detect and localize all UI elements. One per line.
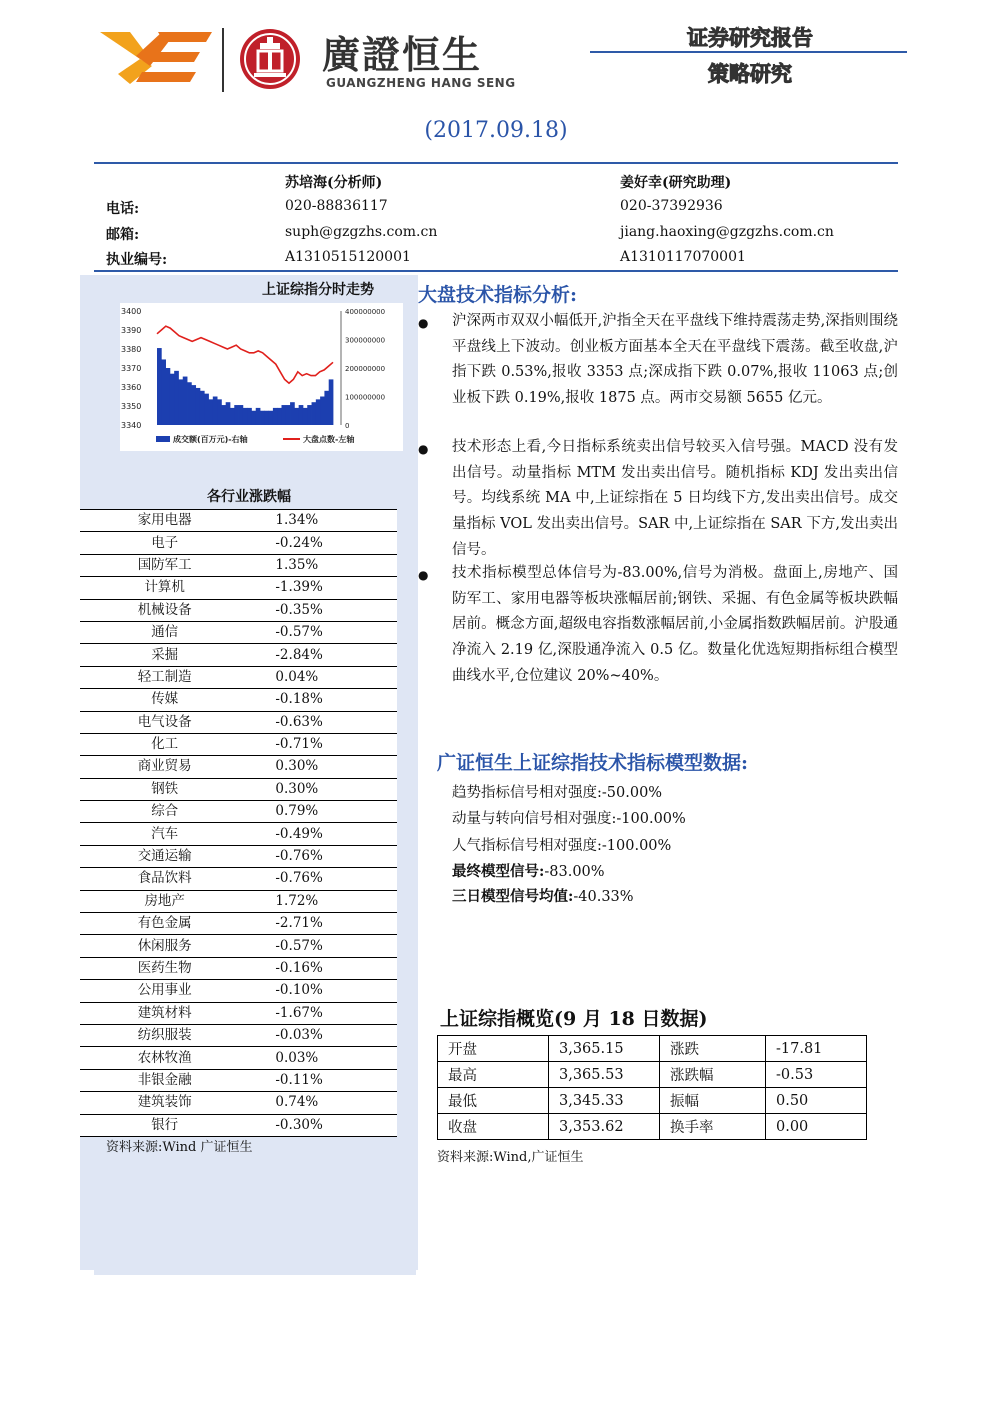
model-label: 趋势指标信号相对强度: [452,785,602,801]
table-cell: 3,353.62 [549,1114,660,1140]
table-row [438,1062,867,1088]
industry-name: 医药生物 [80,957,249,979]
left-axis-tick-label: 3340 [121,421,142,430]
overview-title: 上证综指概览(9 月 18 日数据) [440,1008,708,1030]
industry-name: 建筑材料 [80,1002,249,1024]
table-row [80,733,397,755]
phone-label: 电话: [106,201,140,217]
industry-change: -0.57% [249,621,397,643]
model-item-final [452,860,605,881]
volume-bar [269,411,274,425]
industry-change: 1.34% [249,510,397,532]
overview-source: 资料来源:Wind,广证恒生 [437,1150,584,1165]
analyst1-name: 苏培海(分析师) [285,175,383,191]
left-axis-tick-label: 3360 [121,383,142,392]
table-cell: 开盘 [438,1036,549,1062]
volume-bar [290,402,295,425]
right-axis-tick-label: 200000000 [345,365,386,373]
bullet-icon: ● [418,568,429,582]
brand-name-cn: 廣證恒生 [322,33,483,77]
industry-change: 0.04% [249,666,397,688]
analysis-paragraph-3: 技术指标模型总体信号为-83.00%,信号为消极。盘面上,房地产、国防军工、家用电器等板块涨幅居前;钢铁、采掘、有色金属等板块跌幅居前。概念方面,超级电容指数涨幅居前,小金属指数跌幅居前。沪股通净流入 2.19 亿,深股通净流入 0.5 亿。数量化优选短期指标组合模型曲线水平,仓位建议 20%~40%。 [452,565,898,684]
industry-change: -0.18% [249,689,397,711]
table-row [80,913,397,935]
volume-bar [273,408,278,425]
left-axis-tick-label: 3350 [121,402,142,411]
analyst2-email[interactable]: jiang.haoxing@gzgzhs.com.cn [620,224,834,240]
table-cell: 最低 [438,1088,549,1114]
industry-change: -0.30% [249,1114,397,1136]
volume-bar [243,408,248,425]
table-row [80,621,397,643]
volume-bar [320,397,325,426]
volume-bar [174,371,179,425]
bullet-icon: ● [418,316,429,330]
volume-bar [260,411,265,425]
brand-name-en: GUANGZHENG HANG SENG [326,76,516,90]
overview-table [437,1035,867,1140]
industry-change: -0.16% [249,957,397,979]
table-cell: 换手率 [660,1114,766,1140]
industry-change: -0.71% [249,733,397,755]
table-row [80,778,397,800]
table-row [80,689,397,711]
analyst1-license: A1310515120001 [285,249,411,265]
volume-bar [281,405,286,425]
industry-name: 化工 [80,733,249,755]
table-cell: 振幅 [660,1088,766,1114]
industry-name: 国防军工 [80,554,249,576]
industry-change: -0.24% [249,532,397,554]
report-category: 策略研究 [708,62,792,86]
industry-name: 有色金属 [80,913,249,935]
analysis-paragraph-2: 技术形态上看,今日指标系统卖出信号较买入信号强。MACD 没有发出信号。动量指标 MTM 发出卖出信号。随机指标 KDJ 发出卖出信号。均线系统 MA 中,上证综指在 5 日均线下方,发出卖出信号。成交量指标 VOL 发出卖出信号。SAR 中,上证综指在 SAR 下方,发出卖出信号。 [452,439,898,558]
volume-bar [264,411,269,425]
intraday-chart-title: 上证综指分时走势 [262,282,374,298]
volume-bar [178,379,183,425]
report-date: (2017.09.18) [424,118,568,143]
analyst1-phone: 020-88836117 [285,198,388,214]
industry-change: 0.30% [249,756,397,778]
model-item-momentum [452,807,686,828]
analyst1-email[interactable]: suph@gzgzhs.com.cn [285,224,438,240]
table-cell: 涨跌 [660,1036,766,1062]
table-row [80,1114,397,1136]
industry-name: 公用事业 [80,980,249,1002]
table-row [80,1092,397,1114]
industry-change: -2.71% [249,913,397,935]
top-rule [94,162,898,164]
industry-name: 农林牧渔 [80,1047,249,1069]
volume-bar [303,408,308,425]
table-row [80,868,397,890]
table-row [438,1036,867,1062]
volume-bar [307,405,312,425]
table-cell: 最高 [438,1062,549,1088]
industry-change: -0.10% [249,980,397,1002]
industry-change: 0.74% [249,1092,397,1114]
volume-bar [221,405,226,425]
industry-change: 1.35% [249,554,397,576]
hang-seng-seal-icon [238,27,302,91]
legend-index-label: 大盘点数-左轴 [303,435,355,444]
volume-bar [324,391,329,425]
industry-change: -2.84% [249,644,397,666]
model-label: 最终模型信号: [452,863,545,880]
table-row [80,823,397,845]
right-axis-tick-label: 0 [345,422,350,430]
ye-logo-icon [100,26,215,96]
table-row [80,577,397,599]
report-type: 证券研究报告 [687,26,813,50]
table-cell: -17.81 [766,1036,867,1062]
left-sidebar-panel-tail [94,1265,416,1275]
bullet-icon: ● [418,442,429,456]
table-row [80,756,397,778]
industry-name: 纺织服装 [80,1024,249,1046]
table-cell: 3,365.53 [549,1062,660,1088]
logo-separator [222,28,224,92]
table-cell: 0.00 [766,1114,867,1140]
model-value: -100.00% [601,838,672,854]
industry-name: 房地产 [80,890,249,912]
model-value: -83.00% [544,864,605,880]
industry-table [80,509,397,1137]
volume-bar [183,377,188,425]
intraday-chart [120,303,403,451]
table-row [438,1088,867,1114]
volume-bar [234,405,239,425]
email-label: 邮箱: [106,227,140,243]
industry-change: 0.30% [249,778,397,800]
industry-name: 综合 [80,801,249,823]
model-title: 广证恒生上证综指技术指标模型数据: [437,752,749,774]
license-label: 执业编号: [106,252,168,268]
industry-change: -0.63% [249,711,397,733]
model-value: -50.00% [601,785,663,801]
right-axis-tick-label: 400000000 [345,308,386,316]
industry-change: 0.03% [249,1047,397,1069]
industry-table-title: 各行业涨跌幅 [207,489,291,505]
table-row [80,801,397,823]
right-axis-tick-label: 100000000 [345,393,386,402]
volume-bar [209,399,214,425]
analyst2-name: 姜好幸(研究助理) [620,175,732,191]
industry-name: 商业贸易 [80,756,249,778]
table-row [80,532,397,554]
volume-bar [316,399,321,425]
volume-bar [277,408,282,425]
volume-bar [230,408,235,425]
table-row [438,1114,867,1140]
table-row [80,845,397,867]
volume-bar [329,379,334,425]
left-axis-tick-label: 3400 [121,307,142,316]
volume-bar [187,382,192,425]
volume-bar [196,388,201,425]
analysis-paragraph-1: 沪深两市双双小幅低开,沪指全天在平盘线下维持震荡走势,深指则围绕平盘线上下波动。创业板方面基本全天在平盘线下震荡。截至收盘,沪指下跌 0.53%,报收 3353 点;深成指下跌 0.07%,报收 11063 点;创业板下跌 0.19%,报收 1875 点。两市交易额 5655 亿元。 [452,313,898,407]
model-label: 三日模型信号均值: [452,888,574,905]
industry-name: 交通运输 [80,845,249,867]
industry-source: 资料来源:Wind 广证恒生 [106,1140,253,1155]
table-row [80,711,397,733]
industry-change: -0.76% [249,845,397,867]
industry-name: 非银金融 [80,1069,249,1091]
industry-name: 食品饮料 [80,868,249,890]
right-axis-tick-label: 300000000 [345,336,386,345]
model-label: 人气指标信号相对强度: [452,838,602,854]
volume-bar [251,411,256,425]
volume-bar [294,408,299,425]
model-item-trend [452,781,662,802]
table-row [80,1047,397,1069]
industry-name: 银行 [80,1114,249,1136]
industry-name: 钢铁 [80,778,249,800]
table-row [80,554,397,576]
volume-bar [213,397,218,426]
table-cell: 3,345.33 [549,1088,660,1114]
industry-name: 汽车 [80,823,249,845]
industry-change: -0.76% [249,868,397,890]
model-item-3day [452,885,634,906]
industry-name: 传媒 [80,689,249,711]
industry-change: 0.79% [249,801,397,823]
table-row [80,1002,397,1024]
volume-bar [299,405,304,425]
table-row [80,1024,397,1046]
model-value: -100.00% [616,811,686,827]
industry-name: 建筑装饰 [80,1092,249,1114]
analyst2-phone: 020-37392936 [620,198,723,214]
volume-bar [239,405,244,425]
index-line [157,326,333,383]
table-row [80,980,397,1002]
table-cell: 涨跌幅 [660,1062,766,1088]
industry-name: 休闲服务 [80,935,249,957]
volume-bar [256,408,261,425]
table-cell: 收盘 [438,1114,549,1140]
volume-bar [217,399,222,425]
industry-change: -0.11% [249,1069,397,1091]
volume-bar [170,374,175,425]
industry-name: 通信 [80,621,249,643]
header-divider [590,51,907,53]
volume-bar [247,408,252,425]
industry-change: -0.57% [249,935,397,957]
table-cell: -0.53 [766,1062,867,1088]
industry-change: -1.67% [249,1002,397,1024]
legend-volume-label: 成交额(百万元)-右轴 [173,435,248,444]
volume-bar [166,368,171,425]
industry-change: 1.72% [249,890,397,912]
contacts-rule [94,270,898,272]
volume-bar [312,402,317,425]
table-row [80,644,397,666]
table-cell: 0.50 [766,1088,867,1114]
left-axis-tick-label: 3390 [121,326,142,335]
analyst2-license: A1310117070001 [620,249,746,265]
industry-name: 采掘 [80,644,249,666]
industry-name: 电气设备 [80,711,249,733]
industry-name: 轻工制造 [80,666,249,688]
analysis-title: 大盘技术指标分析: [418,284,578,306]
industry-name: 机械设备 [80,599,249,621]
table-row [80,1069,397,1091]
table-row [80,599,397,621]
industry-change: -0.35% [249,599,397,621]
volume-bar [286,405,291,425]
volume-bar [200,391,205,425]
volume-bar [204,394,209,425]
table-cell: 3,365.15 [549,1036,660,1062]
industry-change: -0.03% [249,1024,397,1046]
model-label: 动量与转向信号相对强度: [452,811,617,827]
table-row [80,666,397,688]
legend-volume-swatch [156,436,170,442]
industry-change: -0.49% [249,823,397,845]
left-axis-tick-label: 3370 [121,364,142,373]
left-axis-tick-label: 3380 [121,345,142,354]
model-value: -40.33% [573,889,634,905]
intraday-chart-svg [120,303,403,451]
volume-bar [157,348,162,425]
table-row [80,510,397,532]
industry-name: 电子 [80,532,249,554]
volume-bar [191,385,196,425]
industry-name: 家用电器 [80,510,249,532]
industry-change: -1.39% [249,577,397,599]
table-row [80,957,397,979]
volume-bar [161,359,166,425]
model-item-sentiment [452,834,671,855]
table-row [80,935,397,957]
table-row [80,890,397,912]
industry-name: 计算机 [80,577,249,599]
volume-bar [226,402,231,425]
